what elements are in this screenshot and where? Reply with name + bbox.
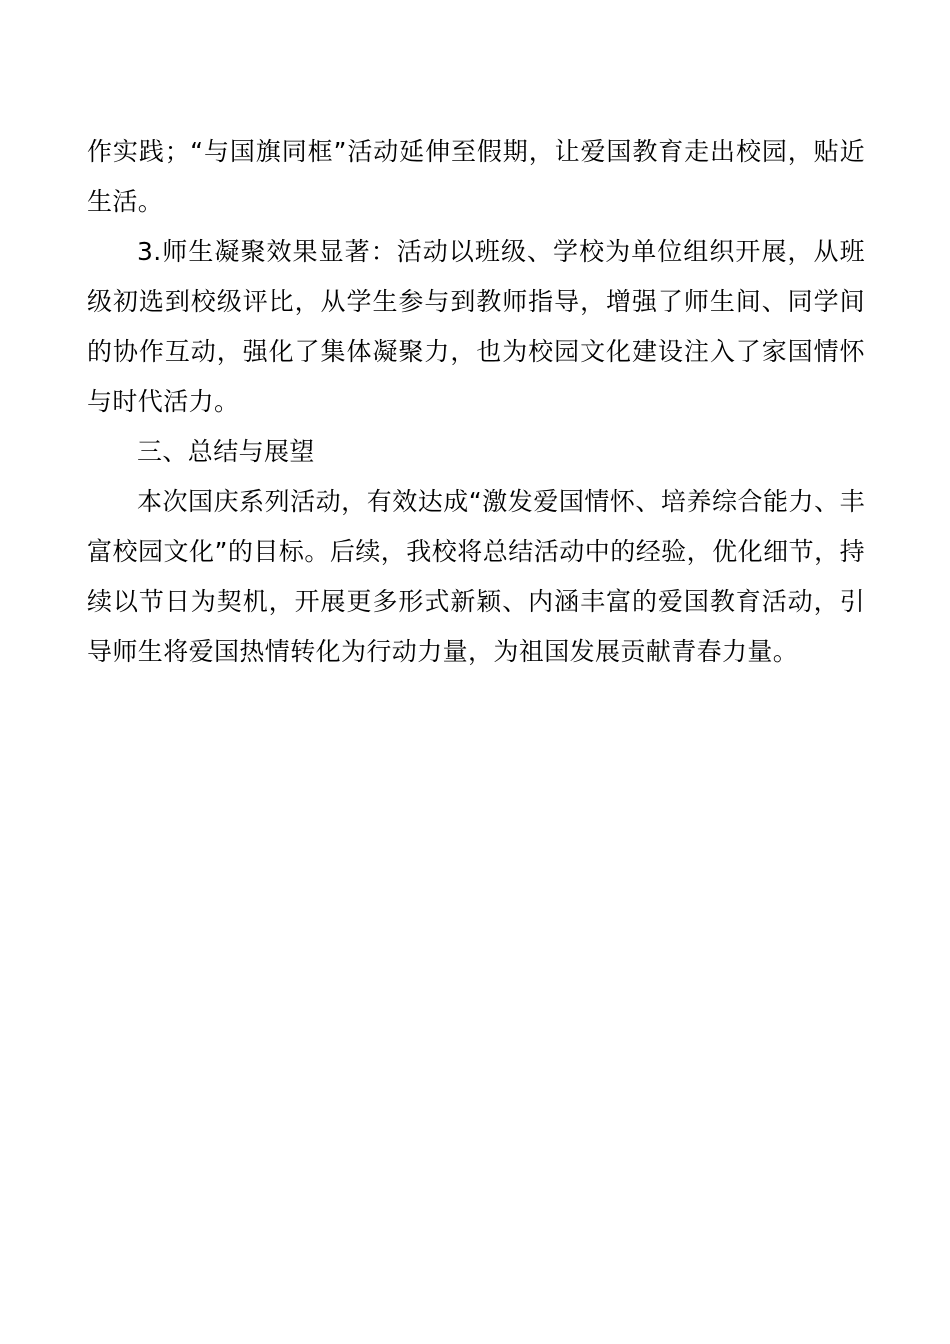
paragraph-point-3: 3.师生凝聚效果显著：活动以班级、学校为单位组织开展，从班级初选到校级评比，从学生参与到教师指导，增强了师生间、同学间的协作互动，强化了集体凝聚力，也为校园文化建设注入了家国情怀与时代活力。 <box>87 237 865 416</box>
document-body <box>87 127 865 677</box>
paragraph-continuation: 作实践；“与国旗同框”活动延伸至假期，让爱国教育走出校园，贴近生活。 <box>87 137 865 216</box>
paragraph-summary: 本次国庆系列活动，有效达成“激发爱国情怀、培养综合能力、丰富校园文化”的目标。后续，我校将总结活动中的经验，优化细节，持续以节日为契机，开展更多形式新颖、内涵丰富的爱国教育活动，引导师生将爱国热情转化为行动力量，为祖国发展贡献青春力量。 <box>87 487 865 666</box>
section-heading-summary: 三、总结与展望 <box>137 437 315 466</box>
